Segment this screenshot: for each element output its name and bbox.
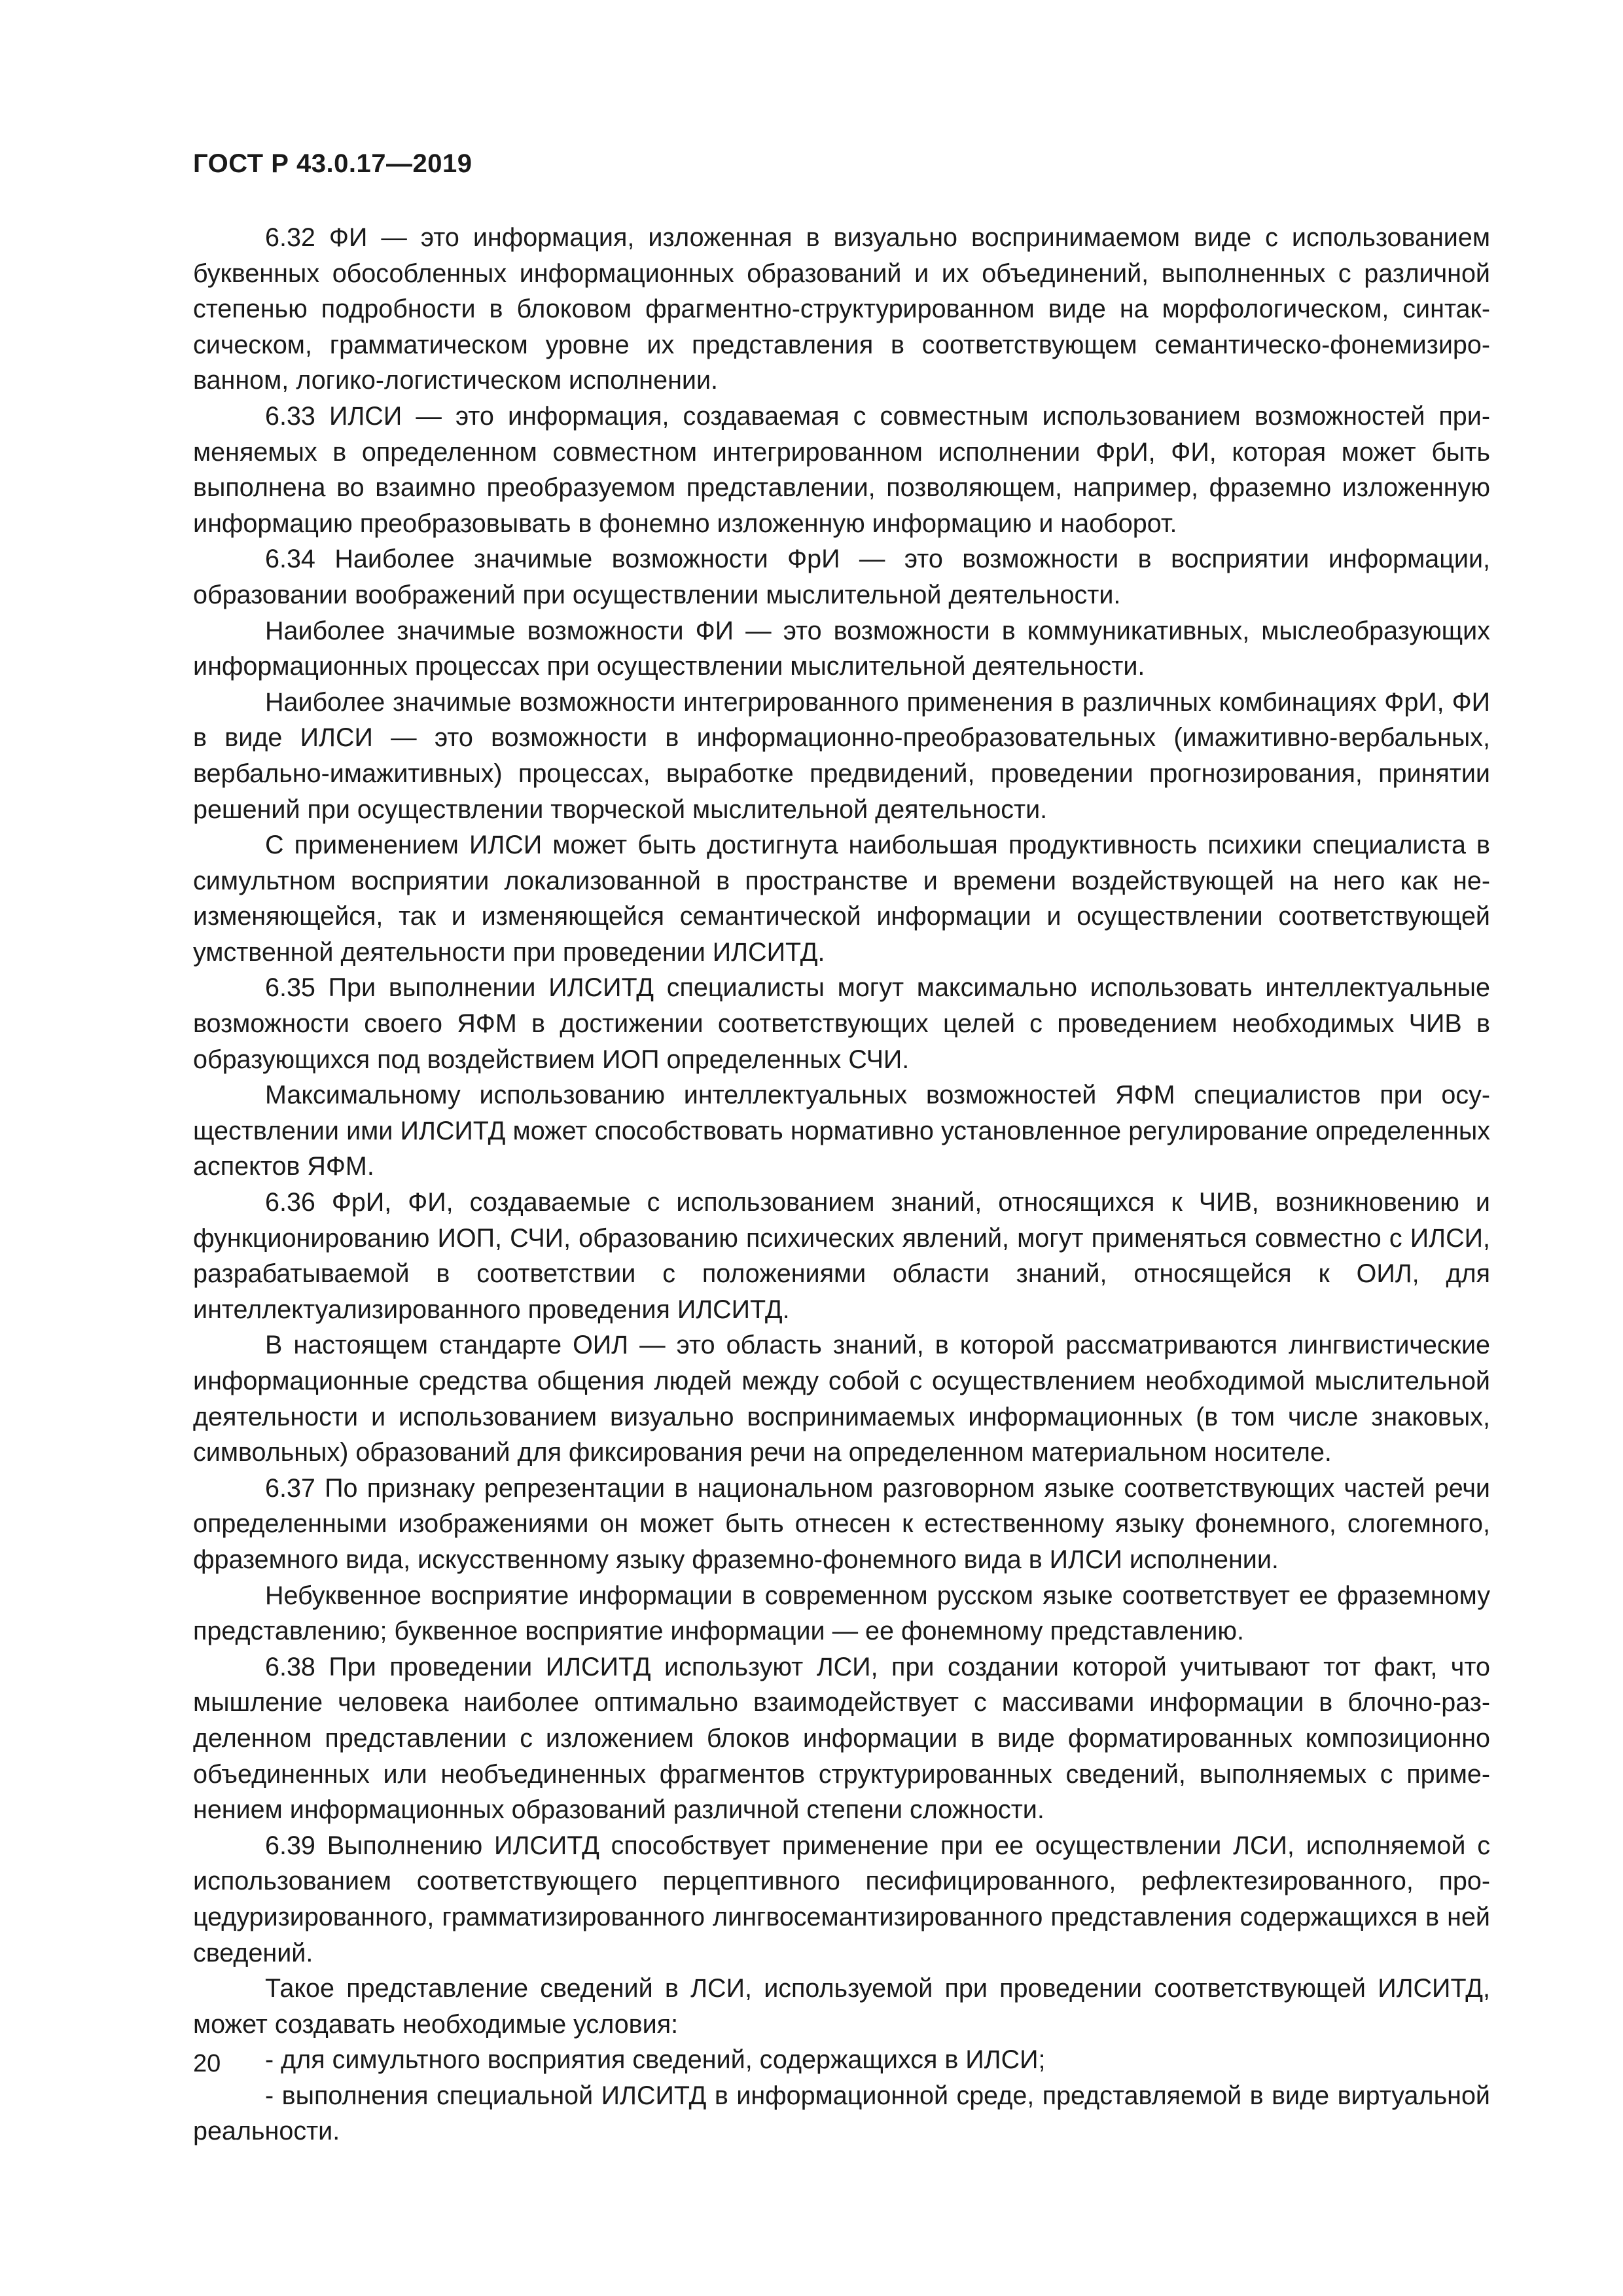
paragraph-6-35: 6.35 При выполнении ИЛСИТД специалисты могут максимально использовать интеллектуальные возможности своего ЯФМ в достижении соответствующих целей с проведением необходимых ЧИВ в образующихся под воздействием ИОП определенных СЧИ. [193,973,1490,1074]
paragraph-nonletter-perception: Небуквенное восприятие информации в современном русском языке соответствует ее фраземному представлению; буквенное восприятие информации — ее фонемному представлению. [193,1581,1490,1646]
paragraph-ilsi-capabilities: Наиболее значимые возможности интегрированного применения в различных комбинациях ФрИ, ФИ в виде ИЛСИ — это возможности в информационно-преобразовательных (имажитивно-вербальных, вербально-имажитивных) процессах, выработке предвидений, проведении прогнозирования, принятии решений при осуществлении творческой мыслительной деятельности. [193,687,1490,824]
paragraph-6-32: 6.32 ФИ — это информация, изложенная в визуально воспринимаемом виде с использованием буквенных обособленных информационных образований и их объединений, выполненных с различной степенью подробности в блоковом фрагментно-структурированном виде на морфологическом, синтаксическом, грамматическом уровне их представления в соответствующем семантическо-фонемизированном, логико-логистическом исполнении. [193,223,1490,395]
paragraph-oil-definition: В настоящем стандарте ОИЛ — это область знаний, в которой рассматриваются лингвистические информационные средства общения людей между собой с осуществлением необходимой мыслительной деятельности и использованием визуально воспринимаемых информационных (в том числе знаковых, символьных) образований для фиксирования речи на определенном материальном носителе. [193,1331,1490,1467]
list-item-simultaneous-perception: - для симультного восприятия сведений, содержащихся в ИЛСИ; [265,2045,1046,2075]
paragraph-conditions-intro: Такое представление сведений в ЛСИ, используемой при проведении соответствующей ИЛСИТД, может создавать необходимые условия: [193,1974,1490,2039]
paragraph-6-38: 6.38 При проведении ИЛСИТД используют ЛСИ, при создании которой учитывают тот факт, что мышление человека наиболее оптимально взаимодействует с массивами информации в блочно-разделенном представлении с изложением блоков информации в виде форматированных композиционно объединенных или необъединенных фрагментов структурированных сведений, выполняемых с применением информационных образований различной степени сложности. [193,1652,1490,1825]
document-header: ГОСТ Р 43.0.17—2019 [193,149,473,178]
document-body [193,220,1490,2149]
paragraph-yafm-regulation: Максимальному использованию интеллектуальных возможностей ЯФМ специалистов при осуществлении ими ИЛСИТД может способствовать нормативно установленное регулирование определенных аспектов ЯФМ. [193,1081,1490,1181]
paragraph-6-36: 6.36 ФрИ, ФИ, создаваемые с использованием знаний, относящихся к ЧИВ, возникновению и функционированию ИОП, СЧИ, образованию психических явлений, могут применяться совместно с ИЛСИ, разрабатываемой в соответствии с положениями области знаний, относящейся к ОИЛ, для интеллектуализированного проведения ИЛСИТД. [193,1188,1490,1324]
paragraph-6-34: 6.34 Наиболее значимые возможности ФрИ — это возможности в восприятии информации, образовании воображений при осуществлении мыслительной деятельности. [193,545,1490,609]
paragraph-6-37: 6.37 По признаку репрезентации в национальном разговорном языке соответствующих частей речи определенными изображениями он может быть отнесен к естественному языку фонемного, слогемного, фраземного вида, искусственному языку фраземно-фонемного вида в ИЛСИ исполнении. [193,1473,1490,1574]
paragraph-fi-capabilities: Наиболее значимые возможности ФИ — это возможности в коммуникативных, мыслеобразующих информационных процессах при осуществлении мыслительной деятельности. [193,616,1490,681]
page-number: 20 [193,2050,221,2077]
list-item-virtual-reality: - выполнения специальной ИЛСИТД в информационной среде, представляемой в виде виртуальной реальности. [193,2081,1490,2146]
paragraph-ilsi-productivity: С применением ИЛСИ может быть достигнута наибольшая продуктивность психики специалиста в симультном восприятии локализованной в пространстве и времени воздействующей на него как неизменяющейся, так и изменяющейся семантической информации и осуществлении соответствующей умственной деятельности при проведении ИЛСИТД. [193,831,1490,967]
paragraph-6-39: 6.39 Выполнению ИЛСИТД способствует применение при ее осуществлении ЛСИ, исполняемой с использованием соответствующего перцептивного песифицированного, рефлектезированного, процедуризированного, грамматизированного лингвосемантизированного представления содержащихся в ней сведений. [193,1831,1490,1967]
paragraph-6-33: 6.33 ИЛСИ — это информация, создаваемая с совместным использованием возможностей применяемых в определенном совместном интегрированном исполнении ФрИ, ФИ, которая может быть выполнена во взаимно преобразуемом представлении, позволяющем, например, фраземно изложенную информацию преобразовывать в фонемно изложенную информацию и наоборот. [193,401,1490,538]
